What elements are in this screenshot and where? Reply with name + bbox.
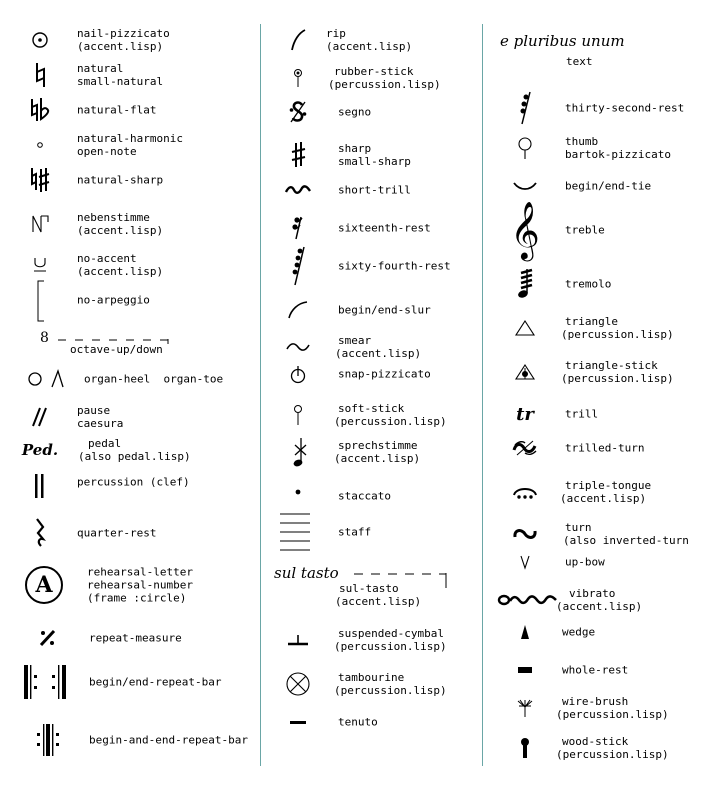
entry-natural <box>20 55 250 95</box>
octave-8-glyph: 8 <box>40 330 49 346</box>
entry-nail-pizzicato <box>20 20 250 60</box>
natural-flat-icon <box>20 90 60 130</box>
label-line: tenuto <box>338 715 378 729</box>
label-line: (frame :circle) <box>87 591 187 605</box>
entry-tremolo <box>505 264 705 304</box>
label-line: up-bow <box>565 555 605 569</box>
label-line: wire-brush <box>562 695 629 708</box>
entry-begin-and-end-repeat-bar <box>20 720 260 760</box>
label-line: wood-stick <box>562 735 629 748</box>
short-trill-icon <box>278 170 318 210</box>
entry-sprechstimme <box>278 432 478 472</box>
label-line: (also inverted-turn <box>563 534 689 547</box>
nail-pizzicato-icon <box>20 20 60 60</box>
label-line: (accent.lisp) <box>334 452 421 465</box>
label-line: thirty-second-rest <box>565 101 685 115</box>
label-line: smear <box>338 334 372 347</box>
label-line: (accent.lisp) <box>77 40 164 53</box>
label-line: begin-and-end-repeat-bar <box>89 733 248 747</box>
suspended-cymbal-icon <box>278 620 318 660</box>
up-bow-icon <box>505 542 545 582</box>
entry-staff <box>278 510 478 554</box>
entry-suspended-cymbal <box>278 620 478 660</box>
label-line: begin/end-repeat-bar <box>89 675 222 689</box>
thirty-second-rest-icon <box>505 86 545 130</box>
entry-sixteenth-rest <box>278 208 478 248</box>
entry-triangle-stick <box>505 352 705 392</box>
entry-short-trill <box>278 170 478 210</box>
label-line: small-sharp <box>338 155 411 168</box>
trill-glyph: tr <box>516 403 534 425</box>
treble-clef-icon: 𝄞 <box>510 201 540 259</box>
entry-sixty-fourth-rest <box>278 243 478 289</box>
entry-percussion-clef <box>20 466 250 506</box>
label-line: (percussion.lisp) <box>334 640 447 653</box>
label-line: natural-harmonic <box>77 132 183 145</box>
percussion-clef-icon <box>20 466 60 506</box>
entry-sharp <box>278 135 478 175</box>
label-line: no-accent <box>77 252 137 265</box>
label-line: (accent.lisp) <box>326 40 413 53</box>
sul-tasto-glyph: sul tasto <box>274 564 339 582</box>
entry-triangle <box>505 308 705 348</box>
label-line: rehearsal-letter <box>87 565 193 579</box>
label-line: segno <box>338 105 372 119</box>
natural-icon <box>20 55 60 95</box>
nebenstimme-icon <box>20 204 60 244</box>
wood-stick-icon <box>505 728 545 768</box>
label-line: nail-pizzicato <box>77 27 170 40</box>
entry-octave-up-down <box>20 328 250 358</box>
label-line: nebenstimme <box>77 211 150 224</box>
repeat-bar-icon <box>20 662 70 702</box>
entry-segno <box>278 92 478 132</box>
label-line: begin/end-tie <box>565 179 652 193</box>
label-line: triangle-stick <box>565 359 658 372</box>
entry-thirty-second-rest <box>505 86 705 130</box>
label-line: natural-sharp <box>77 173 164 187</box>
label-line: open-note <box>77 145 137 158</box>
entry-staccato <box>278 472 478 512</box>
staccato-icon <box>278 472 318 512</box>
label-line: sul-tasto <box>339 582 399 595</box>
label-line: sharp <box>338 142 372 155</box>
entry-natural-sharp <box>20 160 250 200</box>
label-line: short-trill <box>338 183 411 197</box>
label-line: (accent.lisp) <box>77 265 164 278</box>
label-line: natural-flat <box>77 103 157 117</box>
label-line: turn <box>565 521 592 534</box>
label-line: thumb <box>565 135 599 148</box>
natural-harmonic-icon <box>20 125 60 165</box>
label-line: pedal <box>88 437 122 450</box>
label-line: trilled-turn <box>565 441 645 455</box>
label-line: (accent.lisp) <box>77 224 164 237</box>
quarter-rest-icon <box>20 513 60 553</box>
segno-icon <box>278 92 318 132</box>
triangle-icon <box>505 308 545 348</box>
sixty-fourth-rest-icon <box>278 243 318 289</box>
label-line: tambourine <box>338 671 405 684</box>
entry-treble <box>505 200 705 260</box>
tremolo-icon <box>505 264 545 304</box>
repeat-measure-icon <box>20 618 76 658</box>
natural-sharp-icon <box>20 160 60 200</box>
label-line: staff <box>338 525 372 539</box>
label-line: snap-pizzicato <box>338 367 431 381</box>
entry-triple-tongue <box>505 472 705 512</box>
rehearsal-letter-icon <box>20 560 68 610</box>
label-line: organ-heel <box>84 372 151 386</box>
text-sample-glyph: e pluribus unum <box>500 32 625 50</box>
label-line: rehearsal-number <box>87 578 193 592</box>
triple-tongue-icon <box>505 472 545 512</box>
entry-wedge <box>505 612 705 652</box>
label-line: rubber-stick <box>334 65 414 78</box>
label-line: sixty-fourth-rest <box>338 259 451 273</box>
entry-rehearsal-letter <box>20 560 250 610</box>
label-line: vibrato <box>569 587 616 600</box>
entry-snap-pizzicato <box>278 354 478 394</box>
label-line: organ-toe <box>163 372 224 386</box>
trilled-turn-icon <box>505 428 545 468</box>
column-divider-left <box>260 24 261 766</box>
label-line: (accent.lisp) <box>560 492 647 505</box>
label-line: begin/end-slur <box>338 303 431 317</box>
label-line: (percussion.lisp) <box>334 415 447 428</box>
label-line: sprechstimme <box>338 439 418 452</box>
label-line: triangle <box>565 315 618 328</box>
label-line: (percussion.lisp) <box>556 748 669 761</box>
entry-wood-stick <box>505 728 705 768</box>
label-line: octave-up/down <box>70 343 163 356</box>
column-divider-right <box>482 24 483 766</box>
begin-and-end-repeat-bar-icon <box>20 720 76 760</box>
entry-slur <box>278 290 478 330</box>
label-line: percussion (clef) <box>77 475 190 489</box>
entry-quarter-rest <box>20 513 250 553</box>
label-line: sixteenth-rest <box>338 221 431 235</box>
entry-wire-brush <box>505 688 705 728</box>
label-line: small-natural <box>77 75 164 88</box>
entry-rip <box>278 20 478 60</box>
label-line: quarter-rest <box>77 526 157 540</box>
label-line: rip <box>326 27 346 40</box>
pedal-icon <box>20 430 60 470</box>
label-line: wedge <box>562 625 596 639</box>
entry-text <box>500 30 700 74</box>
no-arpeggio-icon <box>20 278 60 324</box>
label-line: (percussion.lisp) <box>556 708 669 721</box>
label-line: caesura <box>77 417 124 430</box>
entry-tambourine <box>278 664 478 704</box>
label-line: (accent.lisp) <box>335 347 422 360</box>
label-line: triple-tongue <box>565 479 652 492</box>
label-line: natural <box>77 62 124 75</box>
entry-nebenstimme <box>20 204 250 244</box>
slur-icon <box>278 290 318 330</box>
label-line: text <box>566 55 593 68</box>
entry-natural-flat <box>20 90 250 130</box>
label-line: (percussion.lisp) <box>334 684 447 697</box>
label-line: (accent.lisp) <box>556 600 643 613</box>
entry-soft-stick <box>278 395 478 435</box>
entry-organ-heel <box>20 362 260 396</box>
label-line: (percussion.lisp) <box>328 78 441 91</box>
entry-up-bow <box>505 542 705 582</box>
entry-trilled-turn <box>505 428 705 468</box>
soft-stick-icon <box>278 395 318 435</box>
pedal-glyph: Ped. <box>21 441 59 459</box>
tenuto-icon <box>278 703 318 743</box>
wire-brush-icon <box>505 688 545 728</box>
label-line: trill <box>565 407 599 421</box>
label-line: staccato <box>338 489 391 503</box>
label-line: treble <box>565 223 605 237</box>
sharp-icon <box>278 135 318 175</box>
entry-no-arpeggio <box>20 278 250 324</box>
label-line: tremolo <box>565 277 612 291</box>
thumb-icon <box>505 128 545 168</box>
staff-icon <box>276 510 316 554</box>
entry-repeat-measure <box>20 618 250 658</box>
label-line: (also pedal.lisp) <box>78 450 191 463</box>
wedge-icon <box>505 612 545 652</box>
whole-rest-icon <box>505 650 545 690</box>
entry-thumb <box>505 128 705 168</box>
label-line: whole-rest <box>562 663 629 677</box>
entry-tenuto <box>278 703 478 743</box>
label-line: soft-stick <box>338 402 405 415</box>
label-line: bartok-pizzicato <box>565 148 671 161</box>
sixteenth-rest-icon <box>278 208 318 248</box>
entry-whole-rest <box>505 650 705 690</box>
label-line: no-arpeggio <box>77 293 150 307</box>
label-line: (accent.lisp) <box>335 595 422 608</box>
label-line: (percussion.lisp) <box>561 372 674 385</box>
entry-natural-harmonic <box>20 125 250 165</box>
label-line: (percussion.lisp) <box>561 328 674 341</box>
entry-sul-tasto <box>274 564 482 608</box>
label-line: suspended-cymbal <box>338 627 444 640</box>
rip-icon <box>278 20 318 60</box>
sprechstimme-icon <box>278 432 318 472</box>
organ-heel-toe-icon <box>20 362 70 396</box>
entry-repeat-bar <box>20 662 260 702</box>
triangle-stick-icon <box>505 352 545 392</box>
rehearsal-letter-glyph: A <box>35 572 53 598</box>
entry-pedal <box>20 430 260 470</box>
tambourine-icon <box>278 664 318 704</box>
snap-pizzicato-icon <box>278 354 318 394</box>
label-line: repeat-measure <box>89 631 182 645</box>
label-line: pause <box>77 404 111 417</box>
